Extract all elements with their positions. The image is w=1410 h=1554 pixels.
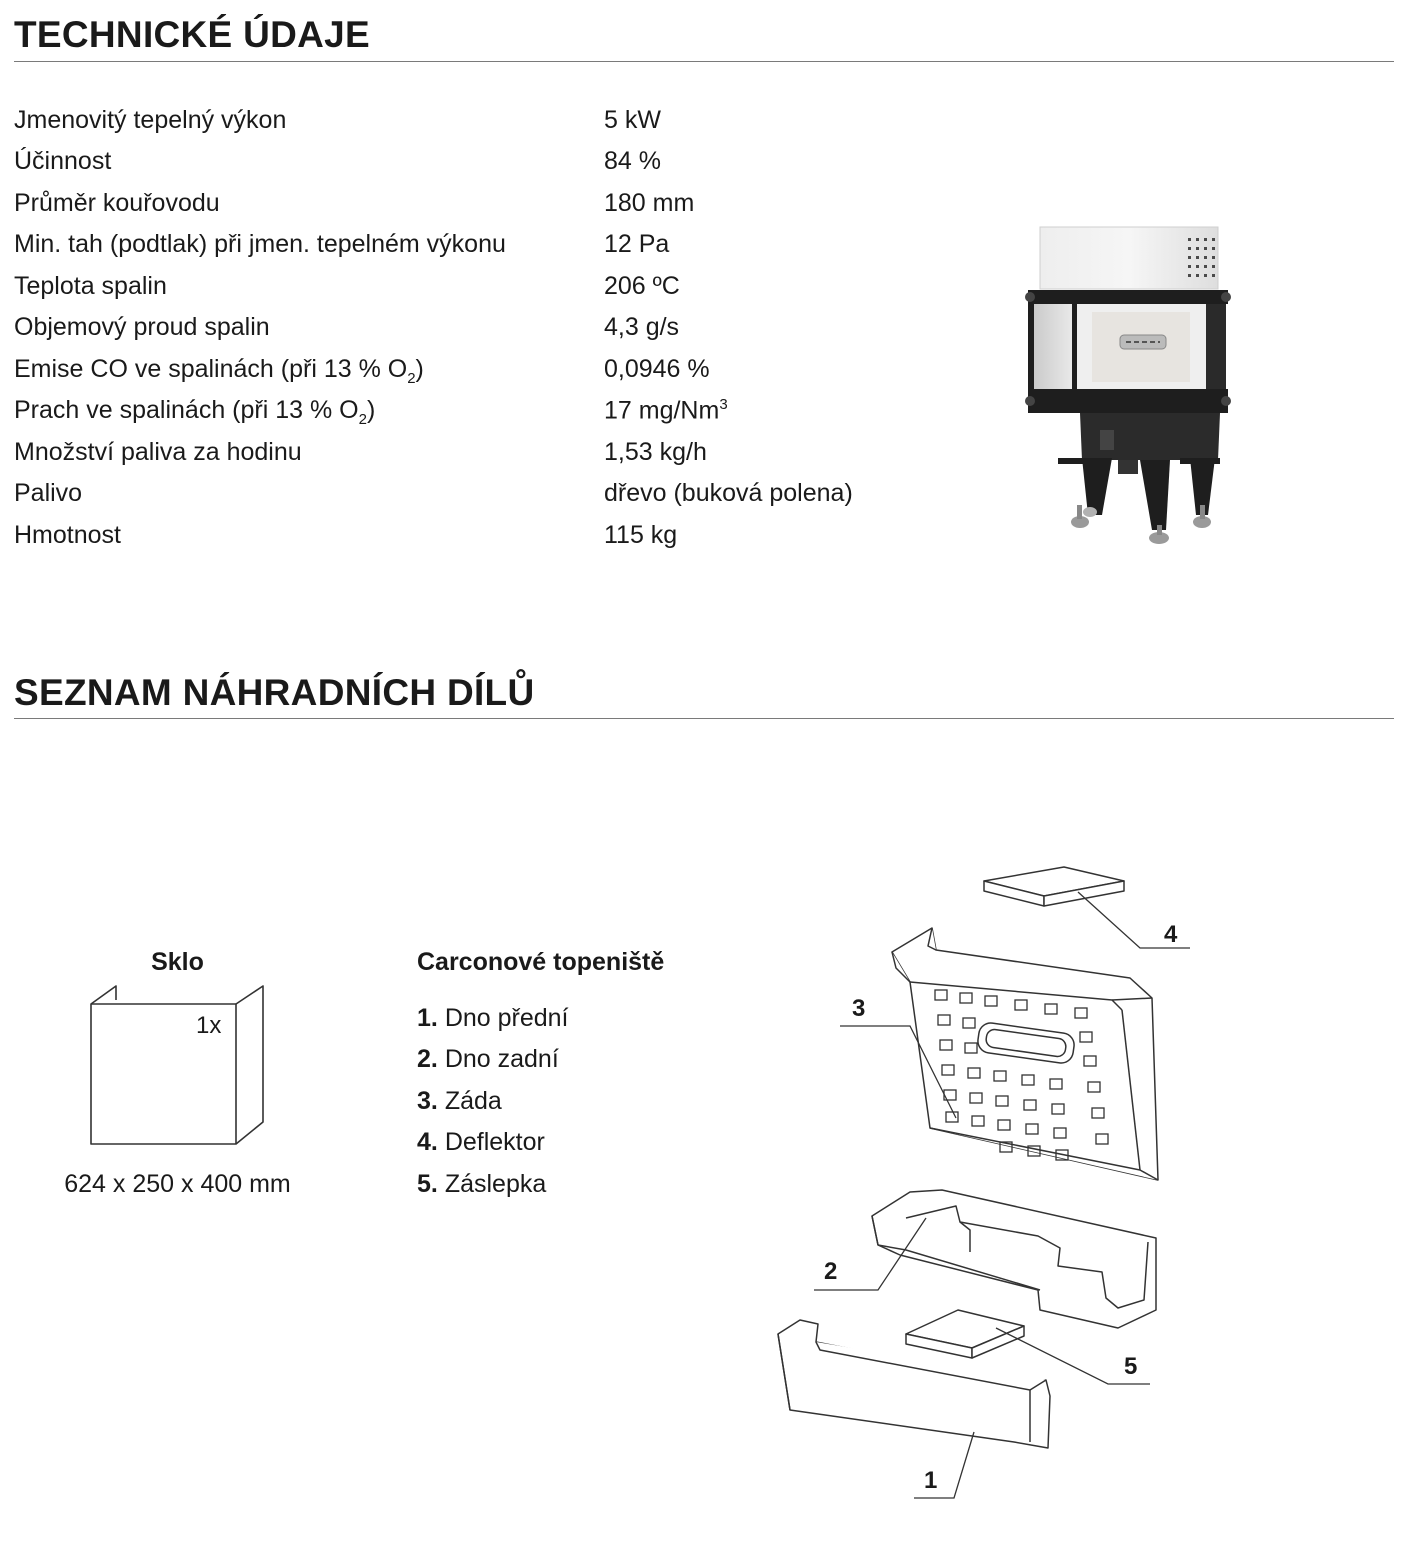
firebox-exploded-diagram <box>760 850 1200 1510</box>
spec-label: Účinnost <box>14 147 112 175</box>
list-item: 2. Dno zadní <box>417 1045 559 1073</box>
spec-value: 206 ºC <box>604 272 680 300</box>
spec-value: 115 kg <box>604 521 678 549</box>
spec-value: 17 mg/Nm$^3$ <box>604 396 728 425</box>
spec-row <box>14 272 914 313</box>
spec-label: Jmenovitý tepelný výkon <box>14 106 287 134</box>
spec-value: 4,3 g/s <box>604 313 680 341</box>
list-item: 3. Záda <box>417 1087 502 1115</box>
spec-row <box>14 189 914 230</box>
tech-section-title: TECHNICKÉ ÚDAJE <box>14 14 371 55</box>
spec-label: Objemový proud spalin <box>14 313 270 341</box>
parts-section-title: SEZNAM NÁHRADNÍCH DÍLŮ <box>14 672 535 713</box>
diagram-label-2: 2 <box>824 1258 838 1285</box>
spec-value: dřevo (buková polena) <box>604 479 853 507</box>
spec-value: 5 kW <box>604 106 661 134</box>
fireplace-product-image <box>1020 220 1235 550</box>
list-item: 1. Dno přední <box>417 1004 569 1032</box>
glass-quantity: 1x <box>196 1012 222 1039</box>
list-item: 5. Záslepka <box>417 1170 547 1198</box>
tech-title-rule <box>14 61 1394 62</box>
firebox-title: Carconové topeniště <box>417 948 665 976</box>
spec-label: Emise CO ve spalinách (při 13 % $O_2$) <box>14 355 424 387</box>
spec-row <box>14 396 914 437</box>
spec-row <box>14 438 914 479</box>
spec-value: 12 Pa <box>604 230 670 258</box>
glass-dimensions: 624 x 250 x 400 mm <box>64 1170 291 1198</box>
diagram-label-5: 5 <box>1124 1353 1138 1380</box>
parts-title-rule <box>14 718 1394 719</box>
spec-row <box>14 147 914 188</box>
diagram-label-1: 1 <box>924 1467 938 1494</box>
spec-value: 0,0946 % <box>604 355 710 383</box>
spec-label: Min. tah (podtlak) při jmen. tepelném výkonu <box>14 230 506 258</box>
spec-row <box>14 355 914 396</box>
spec-row <box>14 230 914 271</box>
spec-label: Palivo <box>14 479 83 507</box>
spec-label: Množství paliva za hodinu <box>14 438 302 466</box>
glass-title: Sklo <box>151 948 204 976</box>
spec-label: Teplota spalin <box>14 272 167 300</box>
glass-panel-icon <box>88 982 268 1148</box>
spec-label: Prach ve spalinách (při 13 % $O_2$) <box>14 396 376 428</box>
list-item: 4. Deflektor <box>417 1128 545 1156</box>
diagram-label-4: 4 <box>1164 921 1178 948</box>
spec-value: 84 % <box>604 147 661 175</box>
spec-value: 180 mm <box>604 189 695 217</box>
spec-row <box>14 479 914 520</box>
spec-label: Hmotnost <box>14 521 121 549</box>
diagram-label-3: 3 <box>852 995 866 1022</box>
spec-row <box>14 106 914 147</box>
spec-label: Průměr kouřovodu <box>14 189 220 217</box>
spec-row <box>14 313 914 354</box>
spec-value: 1,53 kg/h <box>604 438 707 466</box>
spec-row <box>14 521 914 562</box>
